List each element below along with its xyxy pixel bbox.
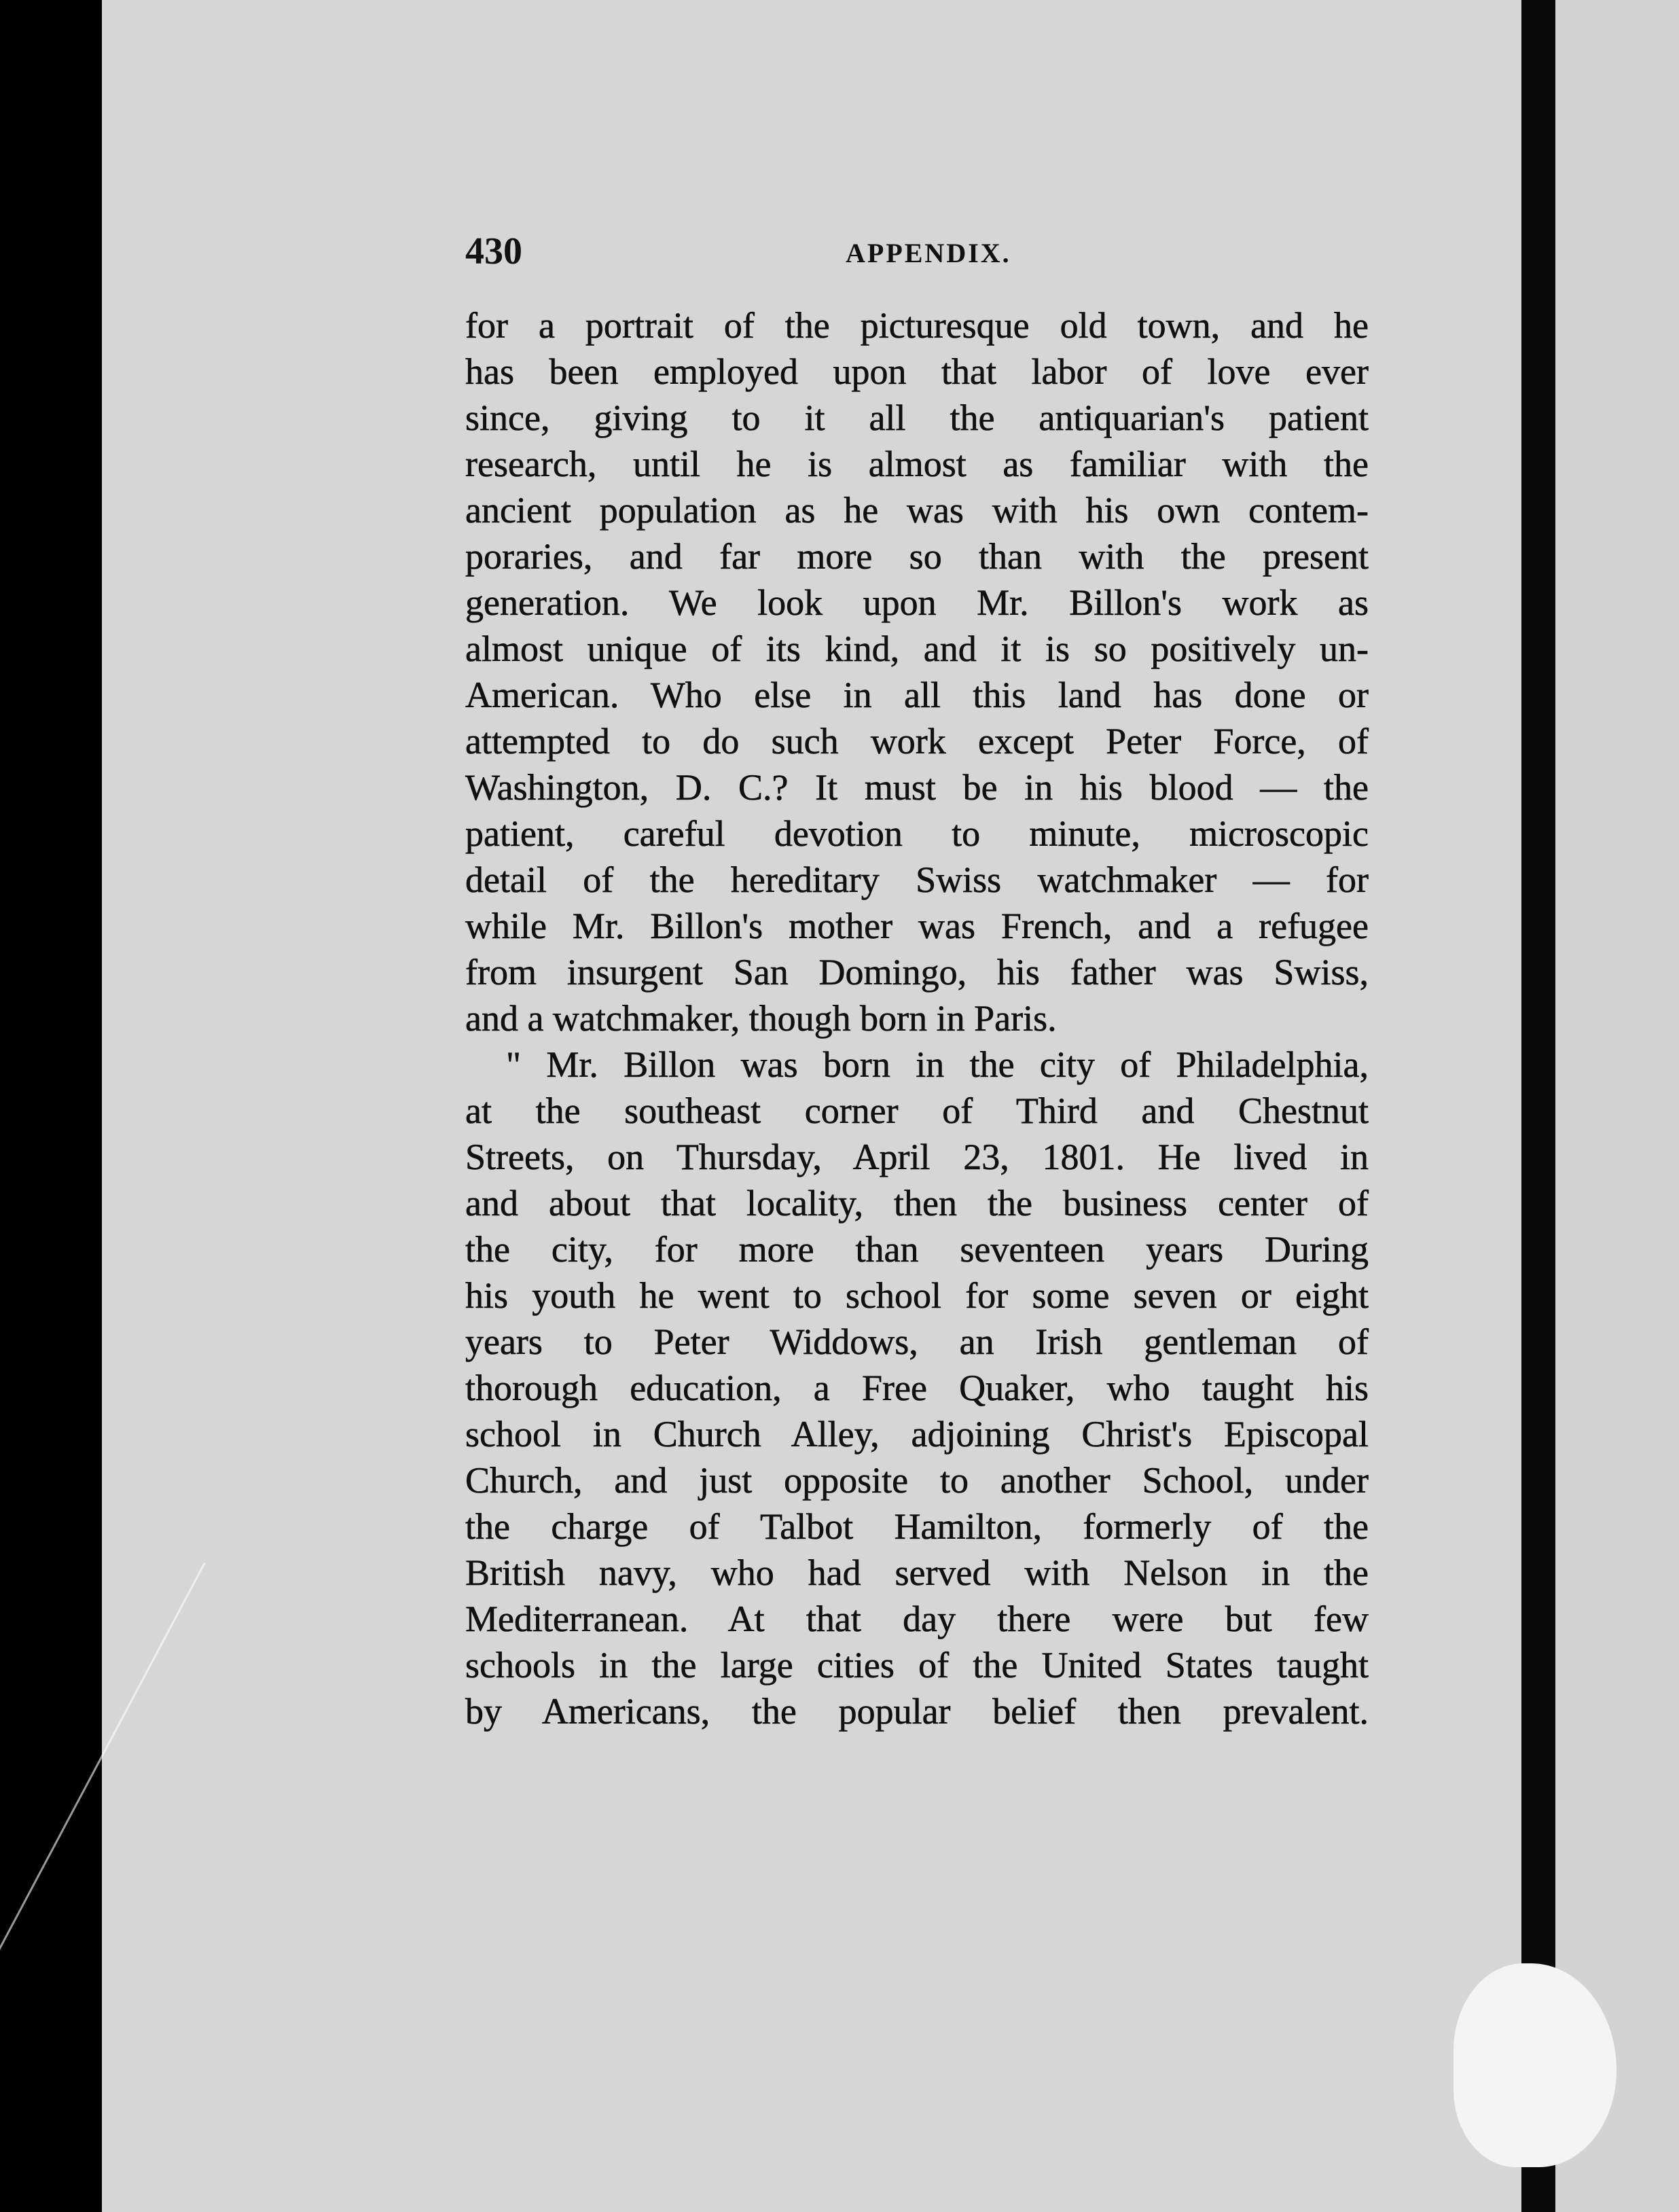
book-spine bbox=[1521, 0, 1555, 2212]
text-line: the charge of Talbot Hamilton, formerly of the bbox=[465, 1506, 1369, 1547]
text-line: has been employed upon that labor of love ever bbox=[465, 351, 1369, 392]
text-line: the city, for more than seventeen years During bbox=[465, 1229, 1369, 1270]
text-line: research, until he is almost as familiar with the bbox=[465, 444, 1369, 484]
text-line: while Mr. Billon's mother was French, and a refugee bbox=[465, 906, 1369, 946]
text-line: schools in the large cities of the United States taught bbox=[465, 1645, 1369, 1685]
text-line: Mediterranean. At that day there were but few bbox=[465, 1599, 1369, 1639]
text-line: since, giving to it all the antiquarian's patient bbox=[465, 397, 1369, 438]
text-line: and about that locality, then the business center of bbox=[465, 1183, 1369, 1224]
text-line: almost unique of its kind, and it is so positively un- bbox=[465, 628, 1369, 669]
text-line: ancient population as he was with his own contem- bbox=[465, 490, 1369, 531]
text-line: by Americans, the popular belief then prevalent. bbox=[465, 1691, 1369, 1732]
text-line: detail of the hereditary Swiss watchmaker — for bbox=[465, 859, 1369, 900]
text-line: years to Peter Widdows, an Irish gentleman of bbox=[465, 1321, 1369, 1362]
text-line: " Mr. Billon was born in the city of Philadelphia, bbox=[506, 1044, 1369, 1085]
text-line: Washington, D. C.? It must be in his blood — the bbox=[465, 767, 1369, 808]
text-line: school in Church Alley, adjoining Christ's Episcopal bbox=[465, 1414, 1369, 1455]
body-text bbox=[465, 302, 1369, 1734]
text-line: attempted to do such work except Peter Force, of bbox=[465, 721, 1369, 762]
text-line: British navy, who had served with Nelson in the bbox=[465, 1552, 1369, 1593]
text-line: for a portrait of the picturesque old town, and he bbox=[465, 305, 1369, 346]
text-line: and a watchmaker, though born in Paris. bbox=[465, 998, 1057, 1039]
running-title: APPENDIX. bbox=[846, 238, 1011, 268]
text-line: his youth he went to school for some seven or eight bbox=[465, 1275, 1369, 1316]
text-line: thorough education, a Free Quaker, who taught his bbox=[465, 1368, 1369, 1408]
text-line: American. Who else in all this land has done or bbox=[465, 675, 1369, 715]
running-head bbox=[465, 224, 1375, 279]
text-line: from insurgent San Domingo, his father was Swiss, bbox=[465, 952, 1369, 993]
page-number: 430 bbox=[465, 230, 522, 272]
text-line: poraries, and far more so than with the present bbox=[465, 536, 1369, 577]
text-line: at the southeast corner of Third and Chestnut bbox=[465, 1090, 1369, 1131]
text-line: Church, and just opposite to another School, under bbox=[465, 1460, 1369, 1501]
text-line: Streets, on Thursday, April 23, 1801. He lived in bbox=[465, 1137, 1369, 1177]
facing-page-edge bbox=[1555, 0, 1679, 2212]
text-line: patient, careful devotion to minute, microscopic bbox=[465, 813, 1369, 854]
text-line: generation. We look upon Mr. Billon's work as bbox=[465, 582, 1369, 623]
